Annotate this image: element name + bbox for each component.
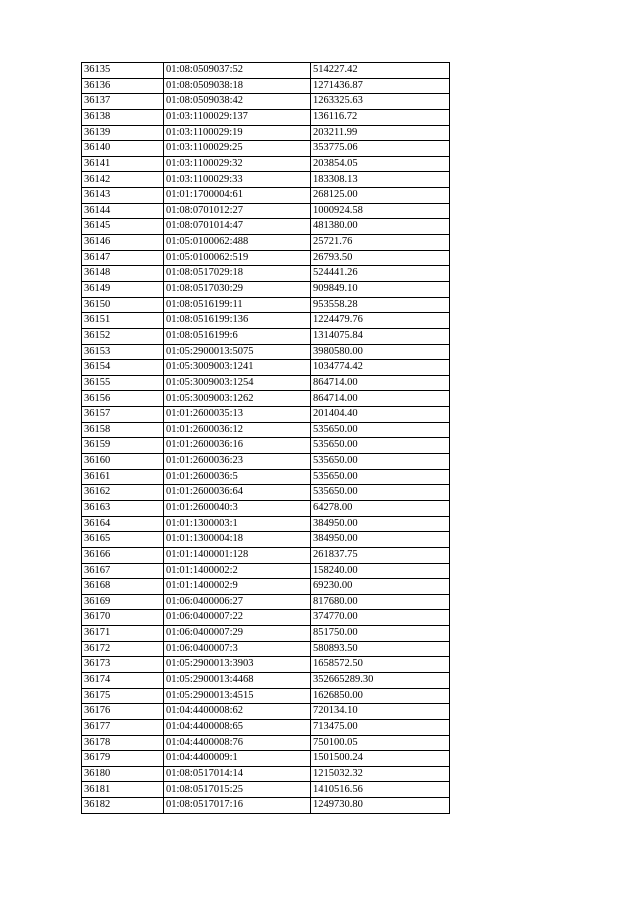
row-number-cell: 36169 <box>82 594 164 610</box>
table-row <box>82 688 450 704</box>
table-row <box>82 719 450 735</box>
cadastral-number-cell: 01:03:1100029:25 <box>164 141 311 157</box>
row-number-cell: 36142 <box>82 172 164 188</box>
cadastral-number-cell: 01:05:3009003:1262 <box>164 391 311 407</box>
cadastral-number-cell: 01:05:2900013:4468 <box>164 672 311 688</box>
table-row <box>82 188 450 204</box>
cadastral-number-cell: 01:08:0509038:18 <box>164 78 311 94</box>
row-number-cell: 36174 <box>82 672 164 688</box>
table-row <box>82 704 450 720</box>
value-cell: 535650.00 <box>311 422 450 438</box>
value-cell: 1000924.58 <box>311 203 450 219</box>
cadastral-number-cell: 01:03:1100029:33 <box>164 172 311 188</box>
value-cell: 25721.76 <box>311 235 450 251</box>
cadastral-number-cell: 01:01:1400002:2 <box>164 563 311 579</box>
value-cell: 26793.50 <box>311 250 450 266</box>
row-number-cell: 36153 <box>82 344 164 360</box>
value-cell: 524441.26 <box>311 266 450 282</box>
cadastral-number-cell: 01:01:2600036:12 <box>164 422 311 438</box>
row-number-cell: 36135 <box>82 63 164 79</box>
cadastral-number-cell: 01:01:2600036:5 <box>164 469 311 485</box>
value-cell: 203854.05 <box>311 156 450 172</box>
row-number-cell: 36136 <box>82 78 164 94</box>
value-cell: 158240.00 <box>311 563 450 579</box>
cadastral-number-cell: 01:01:1400002:9 <box>164 579 311 595</box>
row-number-cell: 36168 <box>82 579 164 595</box>
table-row <box>82 391 450 407</box>
cadastral-number-cell: 01:05:2900013:5075 <box>164 344 311 360</box>
row-number-cell: 36154 <box>82 360 164 376</box>
row-number-cell: 36160 <box>82 454 164 470</box>
table-row <box>82 563 450 579</box>
table-row <box>82 798 450 814</box>
cadastral-number-cell: 01:06:0400007:22 <box>164 610 311 626</box>
cadastral-number-cell: 01:06:0400007:3 <box>164 641 311 657</box>
value-cell: 69230.00 <box>311 579 450 595</box>
row-number-cell: 36156 <box>82 391 164 407</box>
value-cell: 201404.40 <box>311 407 450 423</box>
table-row <box>82 125 450 141</box>
cadastral-number-cell: 01:05:3009003:1254 <box>164 375 311 391</box>
row-number-cell: 36159 <box>82 438 164 454</box>
value-cell: 1501500.24 <box>311 751 450 767</box>
row-number-cell: 36179 <box>82 751 164 767</box>
cadastral-number-cell: 01:08:0517017:16 <box>164 798 311 814</box>
value-cell: 580893.50 <box>311 641 450 657</box>
table-row <box>82 516 450 532</box>
cadastral-number-cell: 01:08:0517015:25 <box>164 782 311 798</box>
table-row <box>82 266 450 282</box>
value-cell: 1626850.00 <box>311 688 450 704</box>
table-row <box>82 657 450 673</box>
row-number-cell: 36144 <box>82 203 164 219</box>
cadastral-number-cell: 01:01:1300003:1 <box>164 516 311 532</box>
row-number-cell: 36181 <box>82 782 164 798</box>
value-cell: 953558.28 <box>311 297 450 313</box>
row-number-cell: 36180 <box>82 766 164 782</box>
row-number-cell: 36155 <box>82 375 164 391</box>
table-row <box>82 500 450 516</box>
value-cell: 1410516.56 <box>311 782 450 798</box>
value-cell: 1263325.63 <box>311 94 450 110</box>
value-cell: 535650.00 <box>311 485 450 501</box>
row-number-cell: 36161 <box>82 469 164 485</box>
cadastral-number-cell: 01:03:1100029:137 <box>164 109 311 125</box>
cadastral-number-cell: 01:05:3009003:1241 <box>164 360 311 376</box>
cadastral-number-cell: 01:03:1100029:19 <box>164 125 311 141</box>
table-row <box>82 485 450 501</box>
table-row <box>82 641 450 657</box>
value-cell: 261837.75 <box>311 547 450 563</box>
table-row <box>82 594 450 610</box>
value-cell: 514227.42 <box>311 63 450 79</box>
cadastral-number-cell: 01:01:2600040:3 <box>164 500 311 516</box>
cadastral-number-cell: 01:08:0517030:29 <box>164 281 311 297</box>
row-number-cell: 36166 <box>82 547 164 563</box>
table-row <box>82 454 450 470</box>
row-number-cell: 36146 <box>82 235 164 251</box>
cadastral-number-cell: 01:01:2600036:16 <box>164 438 311 454</box>
row-number-cell: 36163 <box>82 500 164 516</box>
table-row <box>82 235 450 251</box>
table-row <box>82 156 450 172</box>
table-row <box>82 344 450 360</box>
cadastral-number-cell: 01:04:4400008:62 <box>164 704 311 720</box>
value-cell: 374770.00 <box>311 610 450 626</box>
row-number-cell: 36172 <box>82 641 164 657</box>
row-number-cell: 36175 <box>82 688 164 704</box>
table-row <box>82 532 450 548</box>
value-cell: 481380.00 <box>311 219 450 235</box>
row-number-cell: 36170 <box>82 610 164 626</box>
row-number-cell: 36178 <box>82 735 164 751</box>
table-row <box>82 672 450 688</box>
value-cell: 851750.00 <box>311 626 450 642</box>
row-number-cell: 36143 <box>82 188 164 204</box>
cadastral-number-cell: 01:06:0400006:27 <box>164 594 311 610</box>
table-row <box>82 63 450 79</box>
row-number-cell: 36157 <box>82 407 164 423</box>
table-row <box>82 203 450 219</box>
value-cell: 1224479.76 <box>311 313 450 329</box>
cadastral-number-cell: 01:08:0516199:11 <box>164 297 311 313</box>
value-cell: 1658572.50 <box>311 657 450 673</box>
row-number-cell: 36145 <box>82 219 164 235</box>
row-number-cell: 36139 <box>82 125 164 141</box>
table-row <box>82 469 450 485</box>
table-row <box>82 109 450 125</box>
value-cell: 64278.00 <box>311 500 450 516</box>
row-number-cell: 36148 <box>82 266 164 282</box>
value-cell: 864714.00 <box>311 391 450 407</box>
value-cell: 864714.00 <box>311 375 450 391</box>
cadastral-number-cell: 01:01:1700004:61 <box>164 188 311 204</box>
cadastral-number-cell: 01:04:4400008:65 <box>164 719 311 735</box>
row-number-cell: 36149 <box>82 281 164 297</box>
cadastral-number-cell: 01:03:1100029:32 <box>164 156 311 172</box>
row-number-cell: 36176 <box>82 704 164 720</box>
row-number-cell: 36165 <box>82 532 164 548</box>
table-row <box>82 297 450 313</box>
table-row <box>82 782 450 798</box>
table-row <box>82 328 450 344</box>
value-cell: 1271436.87 <box>311 78 450 94</box>
cadastral-number-cell: 01:01:2600035:13 <box>164 407 311 423</box>
cadastral-number-cell: 01:05:2900013:4515 <box>164 688 311 704</box>
table-row <box>82 547 450 563</box>
cadastral-number-cell: 01:08:0516199:136 <box>164 313 311 329</box>
value-cell: 353775.06 <box>311 141 450 157</box>
row-number-cell: 36171 <box>82 626 164 642</box>
data-table <box>81 62 450 814</box>
row-number-cell: 36147 <box>82 250 164 266</box>
table-row <box>82 78 450 94</box>
table-row <box>82 172 450 188</box>
row-number-cell: 36137 <box>82 94 164 110</box>
row-number-cell: 36152 <box>82 328 164 344</box>
table-row <box>82 735 450 751</box>
value-cell: 535650.00 <box>311 454 450 470</box>
value-cell: 3980580.00 <box>311 344 450 360</box>
value-cell: 183308.13 <box>311 172 450 188</box>
row-number-cell: 36164 <box>82 516 164 532</box>
table-row <box>82 281 450 297</box>
value-cell: 136116.72 <box>311 109 450 125</box>
cadastral-number-cell: 01:01:2600036:64 <box>164 485 311 501</box>
row-number-cell: 36141 <box>82 156 164 172</box>
value-cell: 720134.10 <box>311 704 450 720</box>
cadastral-number-cell: 01:08:0701012:27 <box>164 203 311 219</box>
table-row <box>82 766 450 782</box>
table-row <box>82 360 450 376</box>
table-row <box>82 375 450 391</box>
table-row <box>82 313 450 329</box>
table-row <box>82 579 450 595</box>
value-cell: 1314075.84 <box>311 328 450 344</box>
row-number-cell: 36158 <box>82 422 164 438</box>
value-cell: 203211.99 <box>311 125 450 141</box>
row-number-cell: 36140 <box>82 141 164 157</box>
value-cell: 817680.00 <box>311 594 450 610</box>
table-row <box>82 626 450 642</box>
row-number-cell: 36173 <box>82 657 164 673</box>
value-cell: 268125.00 <box>311 188 450 204</box>
row-number-cell: 36162 <box>82 485 164 501</box>
table-row <box>82 94 450 110</box>
cadastral-number-cell: 01:01:1300004:18 <box>164 532 311 548</box>
row-number-cell: 36167 <box>82 563 164 579</box>
cadastral-number-cell: 01:08:0516199:6 <box>164 328 311 344</box>
cadastral-number-cell: 01:08:0517029:18 <box>164 266 311 282</box>
value-cell: 352665289.30 <box>311 672 450 688</box>
table-row <box>82 407 450 423</box>
cadastral-number-cell: 01:01:1400001:128 <box>164 547 311 563</box>
table-row <box>82 219 450 235</box>
table-row <box>82 751 450 767</box>
cadastral-number-cell: 01:05:2900013:3903 <box>164 657 311 673</box>
table-row <box>82 422 450 438</box>
cadastral-number-cell: 01:05:0100062:519 <box>164 250 311 266</box>
table-body <box>82 63 450 814</box>
value-cell: 384950.00 <box>311 516 450 532</box>
value-cell: 713475.00 <box>311 719 450 735</box>
table-row <box>82 438 450 454</box>
row-number-cell: 36177 <box>82 719 164 735</box>
value-cell: 750100.05 <box>311 735 450 751</box>
row-number-cell: 36151 <box>82 313 164 329</box>
cadastral-number-cell: 01:04:4400008:76 <box>164 735 311 751</box>
value-cell: 909849.10 <box>311 281 450 297</box>
value-cell: 1249730.80 <box>311 798 450 814</box>
cadastral-number-cell: 01:08:0701014:47 <box>164 219 311 235</box>
cadastral-number-cell: 01:01:2600036:23 <box>164 454 311 470</box>
value-cell: 384950.00 <box>311 532 450 548</box>
row-number-cell: 36138 <box>82 109 164 125</box>
table-row <box>82 250 450 266</box>
row-number-cell: 36182 <box>82 798 164 814</box>
value-cell: 1215032.32 <box>311 766 450 782</box>
cadastral-number-cell: 01:05:0100062:488 <box>164 235 311 251</box>
cadastral-number-cell: 01:04:4400009:1 <box>164 751 311 767</box>
cadastral-number-cell: 01:06:0400007:29 <box>164 626 311 642</box>
value-cell: 535650.00 <box>311 469 450 485</box>
value-cell: 535650.00 <box>311 438 450 454</box>
row-number-cell: 36150 <box>82 297 164 313</box>
cadastral-number-cell: 01:08:0509038:42 <box>164 94 311 110</box>
table-row <box>82 610 450 626</box>
cadastral-number-cell: 01:08:0517014:14 <box>164 766 311 782</box>
cadastral-number-cell: 01:08:0509037:52 <box>164 63 311 79</box>
table-row <box>82 141 450 157</box>
value-cell: 1034774.42 <box>311 360 450 376</box>
